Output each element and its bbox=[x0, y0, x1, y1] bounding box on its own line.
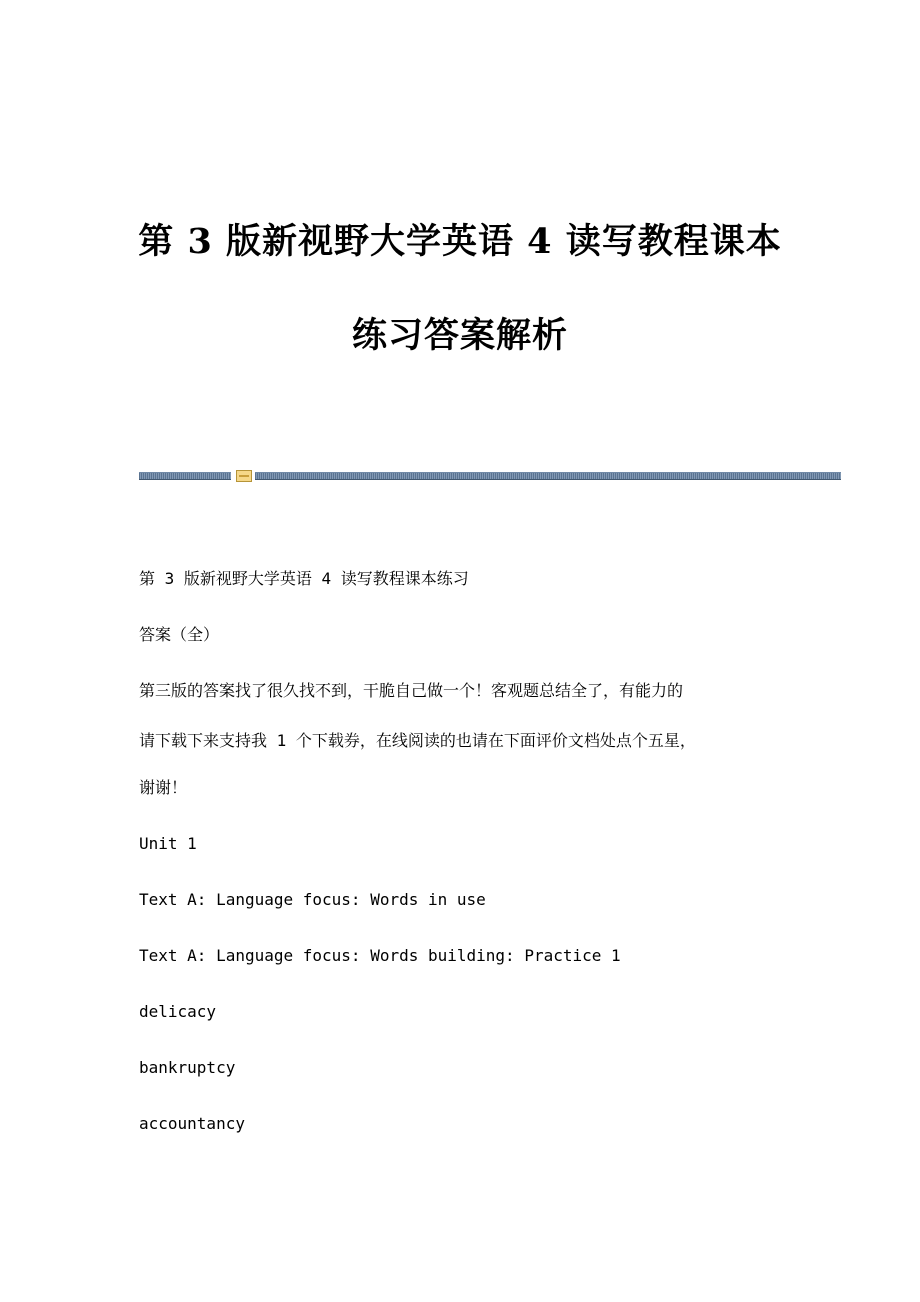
divider-bar-right bbox=[255, 472, 841, 480]
divider-bar-left bbox=[139, 472, 231, 480]
paragraph-intro-line-3: 谢谢！ bbox=[139, 778, 188, 797]
document-title-line-2: 练习答案解析 bbox=[351, 315, 568, 356]
answer-word: bankruptcy bbox=[139, 1058, 236, 1077]
title-divider bbox=[139, 470, 841, 482]
document-title-line-1: 第 3 版新视野大学英语 4 读写教程课本 bbox=[138, 221, 782, 262]
paragraph-intro-line-2: 请下载下来支持我 1 个下载券，在线阅读的也请在下面评价文档处点个五星， bbox=[139, 731, 696, 750]
paragraph-intro-line-1: 第三版的答案找了很久找不到，干脆自己做一个！客观题总结全了，有能力的 bbox=[139, 681, 684, 700]
paragraph-subtitle-cont: 答案（全） bbox=[139, 625, 220, 644]
unit-heading: Unit 1 bbox=[139, 834, 197, 853]
section-words-building: Text A: Language focus: Words building: Practice 1 bbox=[139, 946, 621, 965]
answer-word: accountancy bbox=[139, 1114, 245, 1133]
paragraph-subtitle: 第 3 版新视野大学英语 4 读写教程课本练习 bbox=[139, 569, 469, 588]
divider-ornament-icon bbox=[236, 470, 252, 482]
section-words-in-use: Text A: Language focus: Words in use bbox=[139, 890, 486, 909]
answer-word: delicacy bbox=[139, 1002, 217, 1021]
